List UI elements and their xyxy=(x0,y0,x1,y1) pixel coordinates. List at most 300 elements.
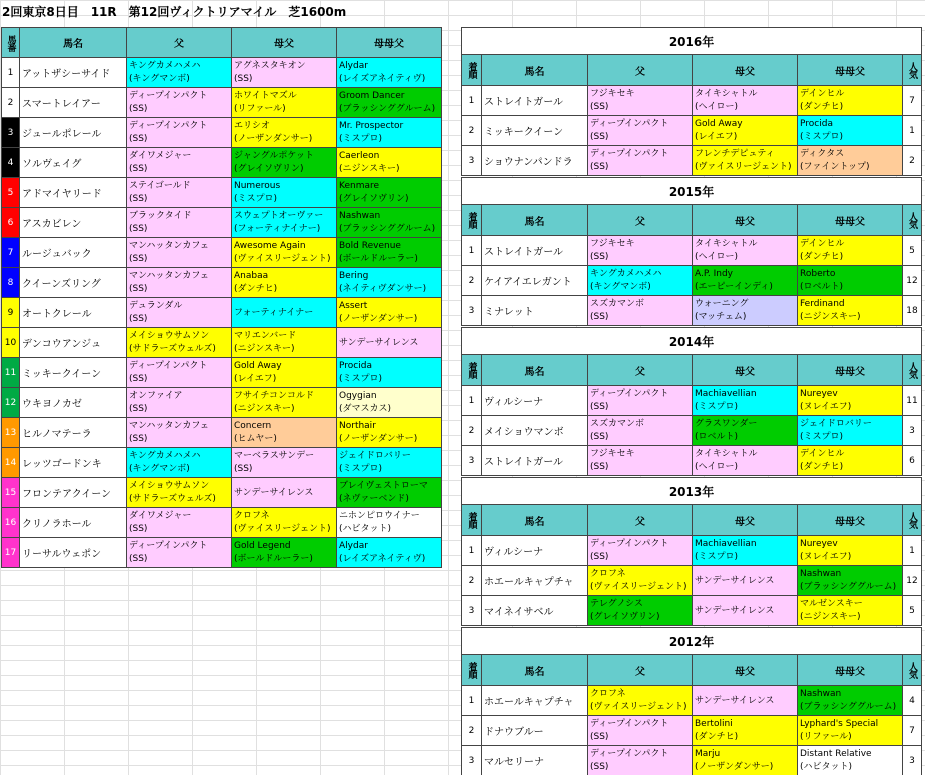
horse-name: レッツゴードンキ xyxy=(20,448,127,478)
sire-cell-line: (キングマンボ) xyxy=(129,73,190,84)
header-rank: 着順 xyxy=(462,355,482,386)
sire-cell xyxy=(588,416,693,446)
header-bms: 母父 xyxy=(693,655,798,686)
bms-cell xyxy=(693,86,798,116)
bbms-cell xyxy=(798,116,903,146)
header-sire: 父 xyxy=(588,205,693,236)
bms-cell xyxy=(232,478,337,508)
bms-cell-line: Gold Away xyxy=(234,360,282,371)
year-row xyxy=(462,28,922,55)
table-row[interactable] xyxy=(462,386,922,416)
table-row[interactable] xyxy=(462,146,922,176)
bbms-cell-line: Mr. Prospector xyxy=(339,120,404,131)
finish-rank: 2 xyxy=(462,566,482,596)
past-header-row xyxy=(462,505,922,536)
past-year-table xyxy=(461,477,922,626)
table-row[interactable] xyxy=(2,478,442,508)
bms-cell-line: (レイエフ) xyxy=(234,373,277,384)
bbms-cell-line: サンデーサイレンス xyxy=(339,337,419,348)
bms-cell-line: (SS) xyxy=(234,73,253,84)
table-row[interactable] xyxy=(2,418,442,448)
table-row[interactable] xyxy=(462,236,922,266)
bbms-cell-line: デインヒル xyxy=(800,88,845,99)
bbms-cell-line: (ダンチヒ) xyxy=(800,101,844,112)
header-bbms: 母母父 xyxy=(798,55,903,86)
past-year-table xyxy=(461,327,922,476)
bms-cell xyxy=(232,328,337,358)
sire-cell-line: ディープインパクト xyxy=(129,540,208,551)
popularity: 3 xyxy=(903,416,922,446)
sire-cell-line: キングカメハメハ xyxy=(129,60,201,71)
bbms-cell xyxy=(337,328,442,358)
table-row[interactable] xyxy=(2,178,442,208)
sire-cell-line: (SS) xyxy=(590,101,609,112)
horse-number: 8 xyxy=(2,268,20,298)
year-row xyxy=(462,628,922,655)
table-row[interactable] xyxy=(2,118,442,148)
bms-cell xyxy=(232,58,337,88)
bms-cell xyxy=(693,716,798,746)
header-popularity: 人気 xyxy=(903,655,922,686)
bms-cell-line: タイキシャトル xyxy=(695,88,758,99)
horse-number: 17 xyxy=(2,538,20,568)
horse-name: ジュールポレール xyxy=(20,118,127,148)
table-row[interactable] xyxy=(2,388,442,418)
sire-cell-line: (SS) xyxy=(590,431,609,442)
popularity: 7 xyxy=(903,716,922,746)
header-popularity: 人気 xyxy=(903,55,922,86)
table-row[interactable] xyxy=(2,208,442,238)
bbms-cell-line: (ブラッシンググルーム) xyxy=(800,581,897,592)
bms-cell-line: (ミスプロ) xyxy=(695,401,739,412)
bbms-cell-line: (ダンチヒ) xyxy=(800,251,844,262)
bms-cell xyxy=(232,118,337,148)
sire-cell-line: キングカメハメハ xyxy=(590,268,662,279)
sire-cell xyxy=(588,146,693,176)
bms-cell-line: (ボールドルーラー) xyxy=(234,553,313,564)
horse-name: ウキヨノカゼ xyxy=(20,388,127,418)
bbms-cell-line: (ロベルト) xyxy=(800,281,844,292)
bbms-cell xyxy=(337,418,442,448)
bms-cell-line: タイキシャトル xyxy=(695,238,758,249)
sire-cell-line: マンハッタンカフェ xyxy=(129,240,209,251)
finish-rank: 1 xyxy=(462,236,482,266)
header-num: 馬番 xyxy=(2,28,20,58)
bms-cell-line: (ニジンスキー) xyxy=(234,403,295,414)
horse-name: ヒルノマテーラ xyxy=(20,418,127,448)
page-title: 2回東京8日目 11R 第12回ヴィクトリアマイル 芝1600m xyxy=(2,5,347,19)
past-year-table xyxy=(461,627,922,775)
sire-cell xyxy=(588,536,693,566)
bbms-cell xyxy=(798,86,903,116)
bbms-cell-line: Assert xyxy=(339,300,368,311)
sire-cell xyxy=(127,538,232,568)
bms-cell xyxy=(232,448,337,478)
sire-cell xyxy=(588,446,693,476)
sire-cell xyxy=(127,118,232,148)
table-row[interactable] xyxy=(2,148,442,178)
year-row xyxy=(462,178,922,205)
table-row[interactable] xyxy=(2,328,442,358)
header-popularity: 人気 xyxy=(903,505,922,536)
bms-cell-line: Awesome Again xyxy=(234,240,306,251)
sire-cell-line: ディープインパクト xyxy=(590,388,669,399)
bbms-cell-line: (ハビタット) xyxy=(800,761,853,772)
table-row[interactable] xyxy=(2,538,442,568)
header-bbms: 母母父 xyxy=(337,28,442,58)
sire-cell xyxy=(127,478,232,508)
bbms-cell xyxy=(337,448,442,478)
bms-cell-line: マーベラスサンデー xyxy=(234,450,315,461)
bms-cell xyxy=(693,386,798,416)
bbms-cell-line: Nureyev xyxy=(800,388,838,399)
bbms-cell-line: (ダンチヒ) xyxy=(800,461,844,472)
horse-name: フロンテアクイーン xyxy=(20,478,127,508)
bbms-cell-line: (ミスプロ) xyxy=(339,133,383,144)
horse-number: 4 xyxy=(2,148,20,178)
sire-cell-line: (SS) xyxy=(129,103,148,114)
bms-cell-line: タイキシャトル xyxy=(695,448,758,459)
table-row[interactable] xyxy=(2,448,442,478)
table-row[interactable] xyxy=(462,566,922,596)
table-row[interactable] xyxy=(462,596,922,626)
bms-cell xyxy=(693,566,798,596)
sire-cell xyxy=(588,686,693,716)
bbms-cell xyxy=(337,538,442,568)
bms-cell-line: ウォーニング xyxy=(695,298,749,309)
bms-cell xyxy=(693,146,798,176)
bbms-cell-line: (ブラッシンググルーム) xyxy=(339,103,436,114)
past-header-row xyxy=(462,205,922,236)
sire-cell-line: ダイワメジャー xyxy=(129,150,192,161)
horse-number: 9 xyxy=(2,298,20,328)
horse-name: ストレイトガール xyxy=(482,86,588,116)
bbms-cell-line: (レイズアネイティヴ) xyxy=(339,553,426,564)
bms-cell xyxy=(232,418,337,448)
horse-number: 10 xyxy=(2,328,20,358)
sire-cell xyxy=(127,238,232,268)
popularity: 3 xyxy=(903,746,922,775)
sire-cell xyxy=(127,508,232,538)
bbms-cell xyxy=(337,388,442,418)
past-header-row xyxy=(462,655,922,686)
horse-number: 6 xyxy=(2,208,20,238)
table-row[interactable] xyxy=(462,416,922,446)
bms-cell-line: Bertolini xyxy=(695,718,733,729)
bbms-cell xyxy=(337,508,442,538)
sire-cell-line: クロフネ xyxy=(590,568,626,579)
bms-cell-line: マリエンバード xyxy=(234,330,297,341)
header-sire: 父 xyxy=(127,28,232,58)
bbms-cell-line: (ハビタット) xyxy=(339,523,392,534)
bbms-cell xyxy=(337,478,442,508)
bbms-cell xyxy=(337,208,442,238)
table-row[interactable] xyxy=(2,58,442,88)
bbms-cell-line: (ミスプロ) xyxy=(339,463,383,474)
sire-cell xyxy=(588,116,693,146)
sire-cell-line: (SS) xyxy=(590,761,609,772)
bbms-cell-line: (ボールドルーラー) xyxy=(339,253,418,264)
bbms-cell-line: ジェイドロバリー xyxy=(800,418,872,429)
table-row[interactable] xyxy=(2,358,442,388)
bms-cell-line: サンデーサイレンス xyxy=(234,487,314,498)
sire-cell-line: (SS) xyxy=(129,373,148,384)
bbms-cell-line: (ダマスカス) xyxy=(339,403,392,414)
sire-cell-line: (ヴァイスリージェント) xyxy=(590,581,687,592)
horse-name: ドナウブルー xyxy=(482,716,588,746)
finish-rank: 2 xyxy=(462,716,482,746)
bbms-cell xyxy=(337,268,442,298)
sire-cell-line: (SS) xyxy=(129,133,148,144)
bbms-cell-line: (ノーザンダンサー) xyxy=(339,313,418,324)
header-horse-name: 馬名 xyxy=(482,505,588,536)
finish-rank: 1 xyxy=(462,686,482,716)
header-bms: 母父 xyxy=(693,355,798,386)
bbms-cell-line: マルゼンスキー xyxy=(800,598,863,609)
sire-cell xyxy=(588,386,693,416)
header-popularity: 人気 xyxy=(903,205,922,236)
sire-cell-line: ディープインパクト xyxy=(590,118,669,129)
bms-cell-line: サンデーサイレンス xyxy=(695,575,775,586)
header-bbms: 母母父 xyxy=(798,655,903,686)
bbms-cell-line: デインヒル xyxy=(800,448,845,459)
year-heading: 2016年 xyxy=(462,28,922,55)
bms-cell-line: サンデーサイレンス xyxy=(695,605,775,616)
bbms-cell xyxy=(798,686,903,716)
table-row[interactable] xyxy=(462,536,922,566)
bbms-cell xyxy=(337,238,442,268)
popularity: 12 xyxy=(903,266,922,296)
sire-cell-line: (SS) xyxy=(129,523,148,534)
bms-cell-line: Gold Away xyxy=(695,118,743,129)
sire-cell-line: (SS) xyxy=(590,251,609,262)
sire-cell-line: ディープインパクト xyxy=(590,538,669,549)
table-row[interactable] xyxy=(2,238,442,268)
bms-cell xyxy=(232,358,337,388)
bbms-cell-line: Alydar xyxy=(339,60,368,71)
table-row[interactable] xyxy=(2,298,442,328)
bbms-cell-line: (ブラッシンググルーム) xyxy=(800,701,897,712)
horse-name: オートクレール xyxy=(20,298,127,328)
header-rank: 着順 xyxy=(462,55,482,86)
bbms-cell-line: Nashwan xyxy=(800,568,842,579)
bbms-cell-line: ジェイドロバリー xyxy=(339,450,411,461)
finish-rank: 2 xyxy=(462,266,482,296)
horse-name: アスカビレン xyxy=(20,208,127,238)
sire-cell-line: (キングマンボ) xyxy=(129,463,190,474)
bbms-cell-line: (レイズアネイティヴ) xyxy=(339,73,426,84)
bbms-cell-line: (ヌレイエフ) xyxy=(800,401,852,412)
header-bms: 母父 xyxy=(232,28,337,58)
sire-cell-line: デュランダル xyxy=(129,300,183,311)
horse-number: 3 xyxy=(2,118,20,148)
horse-name: ショウナンパンドラ xyxy=(482,146,588,176)
sire-cell xyxy=(127,148,232,178)
bbms-cell-line: (リファール) xyxy=(800,731,852,742)
table-row[interactable] xyxy=(462,266,922,296)
header-sire: 父 xyxy=(588,55,693,86)
sire-cell-line: (サドラーズウェルズ) xyxy=(129,493,216,504)
popularity: 4 xyxy=(903,686,922,716)
popularity: 18 xyxy=(903,296,922,326)
popularity: 1 xyxy=(903,116,922,146)
sire-cell xyxy=(127,208,232,238)
bms-cell-line: (ノーザンダンサー) xyxy=(234,133,313,144)
bms-cell-line: スウェプトオーヴァー xyxy=(234,210,324,221)
bms-cell-line: Anabaa xyxy=(234,270,269,281)
horse-name: クイーンズリング xyxy=(20,268,127,298)
sire-cell xyxy=(127,298,232,328)
bms-cell-line: (レイエフ) xyxy=(695,131,738,142)
sire-cell xyxy=(127,58,232,88)
bbms-cell xyxy=(337,358,442,388)
sire-cell-line: (SS) xyxy=(129,553,148,564)
header-sire: 父 xyxy=(588,655,693,686)
bms-cell xyxy=(693,116,798,146)
bms-cell-line: (ヘイロー) xyxy=(695,251,739,262)
finish-rank: 3 xyxy=(462,446,482,476)
bbms-cell-line: (ファイントップ) xyxy=(800,161,870,172)
bbms-cell-line: Ogygian xyxy=(339,390,377,401)
sire-cell-line: (SS) xyxy=(590,131,609,142)
bms-cell-line: (ミスプロ) xyxy=(234,193,278,204)
bbms-cell xyxy=(798,446,903,476)
finish-rank: 1 xyxy=(462,536,482,566)
table-row[interactable] xyxy=(462,716,922,746)
sire-cell-line: ディープインパクト xyxy=(129,90,208,101)
bms-cell-line: (マッチェム) xyxy=(695,311,747,322)
horse-name: ソルヴェイグ xyxy=(20,148,127,178)
table-row[interactable] xyxy=(2,88,442,118)
horse-name: ケイアイエレガント xyxy=(482,266,588,296)
bms-cell-line: (ヴァイスリージェント) xyxy=(695,161,792,172)
bbms-cell-line: (ノーザンダンサー) xyxy=(339,433,418,444)
popularity: 5 xyxy=(903,596,922,626)
sire-cell xyxy=(588,296,693,326)
sire-cell-line: (SS) xyxy=(590,401,609,412)
bbms-cell-line: Alydar xyxy=(339,540,368,551)
bms-cell xyxy=(693,446,798,476)
horse-name: ミナレット xyxy=(482,296,588,326)
table-row[interactable] xyxy=(462,116,922,146)
bbms-cell xyxy=(337,178,442,208)
header-bms: 母父 xyxy=(693,505,798,536)
popularity: 5 xyxy=(903,236,922,266)
header-horse-name: 馬名 xyxy=(482,205,588,236)
bms-cell-line: (ヒムヤー) xyxy=(234,433,277,444)
horse-name: ヴィルシーナ xyxy=(482,536,588,566)
bbms-cell-line: (ネイティヴダンサー) xyxy=(339,283,427,294)
entries-table xyxy=(1,27,442,568)
header-rank: 着順 xyxy=(462,655,482,686)
bbms-cell xyxy=(337,298,442,328)
sire-cell-line: (SS) xyxy=(129,163,148,174)
bms-cell-line: Machiavellian xyxy=(695,388,757,399)
bms-cell-line: (ヴァイスリージェント) xyxy=(234,253,331,264)
horse-name: ホエールキャプチャ xyxy=(482,686,588,716)
finish-rank: 2 xyxy=(462,116,482,146)
finish-rank: 3 xyxy=(462,146,482,176)
sire-cell xyxy=(588,266,693,296)
bms-cell-line: (フォーティナイナー) xyxy=(234,223,321,234)
bbms-cell xyxy=(798,386,903,416)
bms-cell xyxy=(232,388,337,418)
horse-number: 15 xyxy=(2,478,20,508)
bbms-cell xyxy=(798,746,903,775)
horse-name: マイネイサベル xyxy=(482,596,588,626)
bms-cell xyxy=(232,178,337,208)
year-heading: 2012年 xyxy=(462,628,922,655)
header-horse-name: 馬名 xyxy=(20,28,127,58)
sire-cell-line: (SS) xyxy=(590,461,609,472)
bbms-cell xyxy=(798,566,903,596)
horse-name: ルージュバック xyxy=(20,238,127,268)
table-row[interactable] xyxy=(462,296,922,326)
sire-cell-line: (SS) xyxy=(590,161,609,172)
bms-cell-line: (SS) xyxy=(234,463,253,474)
sire-cell-line: ステイゴールド xyxy=(129,180,191,191)
bbms-cell-line: (ブラッシンググルーム) xyxy=(339,223,436,234)
sire-cell xyxy=(127,388,232,418)
popularity: 1 xyxy=(903,536,922,566)
sire-cell-line: (SS) xyxy=(590,731,609,742)
bms-cell xyxy=(693,266,798,296)
year-row xyxy=(462,328,922,355)
sire-cell-line: マンハッタンカフェ xyxy=(129,270,209,281)
table-row[interactable] xyxy=(2,508,442,538)
table-row[interactable] xyxy=(462,686,922,716)
table-row[interactable] xyxy=(462,446,922,476)
bms-cell-line: Gold Legend xyxy=(234,540,291,551)
bbms-cell xyxy=(798,146,903,176)
sire-cell-line: ディープインパクト xyxy=(590,148,669,159)
header-bbms: 母母父 xyxy=(798,205,903,236)
sire-cell-line: (サドラーズウェルズ) xyxy=(129,343,216,354)
bbms-cell-line: Bold Revenue xyxy=(339,240,401,251)
bms-cell-line: Machiavellian xyxy=(695,538,757,549)
header-bms: 母父 xyxy=(693,205,798,236)
bbms-cell-line: (ニジンスキー) xyxy=(800,311,861,322)
bms-cell-line: (ヴァイスリージェント) xyxy=(234,523,331,534)
bbms-cell-line: (ミスプロ) xyxy=(800,131,844,142)
sire-cell xyxy=(588,716,693,746)
horse-number: 7 xyxy=(2,238,20,268)
sire-cell xyxy=(127,358,232,388)
horse-name: デンコウアンジュ xyxy=(20,328,127,358)
bms-cell-line: (ノーザンダンサー) xyxy=(695,761,774,772)
sire-cell-line: (SS) xyxy=(590,311,609,322)
table-row[interactable] xyxy=(462,86,922,116)
bbms-cell xyxy=(337,148,442,178)
bms-cell-line: (エーピーインディ) xyxy=(695,281,773,292)
bms-cell xyxy=(232,298,337,328)
horse-name: クリノラホール xyxy=(20,508,127,538)
sire-cell-line: スズカマンボ xyxy=(590,298,645,309)
sire-cell xyxy=(127,268,232,298)
bbms-cell-line: (ネヴァーベンド) xyxy=(339,493,409,504)
bms-cell xyxy=(232,538,337,568)
sire-cell-line: ブラックタイド xyxy=(129,210,192,221)
horse-name: マルセリーナ xyxy=(482,746,588,775)
table-row[interactable] xyxy=(2,268,442,298)
sire-cell-line: (グレイソヴリン) xyxy=(590,611,660,622)
horse-number: 16 xyxy=(2,508,20,538)
bms-cell-line: エリシオ xyxy=(234,120,271,131)
table-row[interactable] xyxy=(462,746,922,775)
bbms-cell-line: Distant Relative xyxy=(800,748,872,759)
bbms-cell xyxy=(798,416,903,446)
past-header-row xyxy=(462,55,922,86)
